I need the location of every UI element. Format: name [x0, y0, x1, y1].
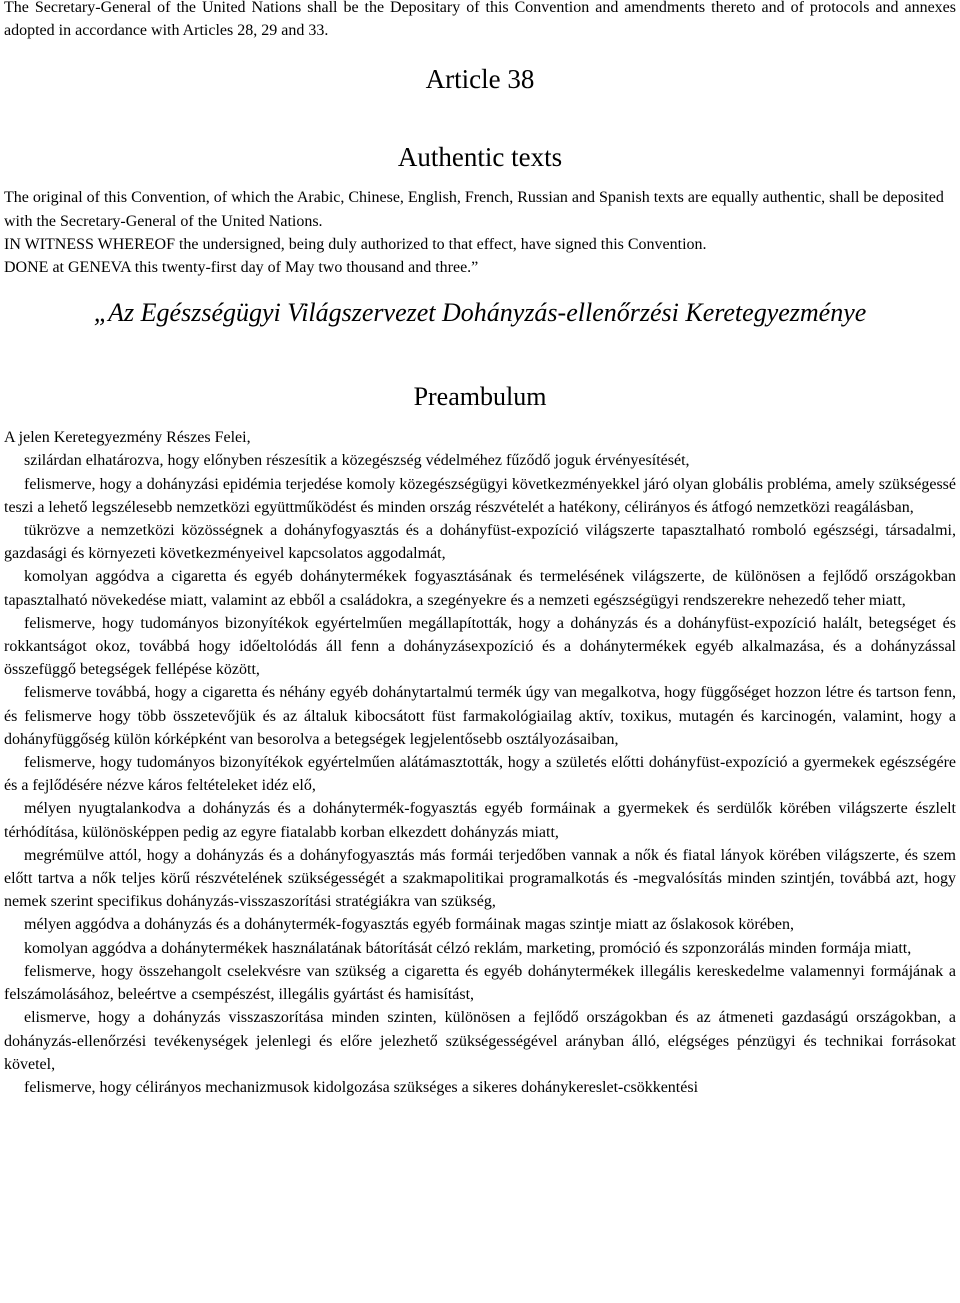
hungarian-paragraph: felismerve, hogy célirányos mechanizmusok kidolgozása szükséges a sikeres dohánykereslet-csökkentési: [24, 1078, 699, 1096]
hungarian-paragraph: komolyan aggódva a cigaretta és egyéb dohánytermékek fogyasztásának és termelésének világszerte, de különösen a fejlődő országokban tapasztalható növekedése miatt, valamint az ebből a családokra, a szegényekre és a nemzeti egészségügyi rendszerekre nehezedő teher miatt,: [4, 568, 956, 609]
hungarian-paragraph: felismerve, hogy a dohányzási epidémia terjedése komoly közegészségügyi következményekkel járó olyan globális probléma, amely szükségessé teszi a lehető legszélesebb nemzetközi együttműködést és minden ország részvételét a hatékony, célirányos és átfogó nemzetközi reagálásban,: [4, 475, 956, 516]
hungarian-paragraph: mélyen aggódva a dohányzás és a dohánytermék-fogyasztás egyéb formáinak magas szintje miatt az őslakosok körében,: [24, 916, 794, 934]
hungarian-paragraph: tükrözve a nemzetközi közösségnek a dohányfogyasztás és a dohányfüst-expozíció világszerte tapasztalható romboló egészségi, társadalmi, gazdasági és környezeti következményeivel kapcsolatos aggodalmát,: [4, 522, 956, 563]
intro-paragraph: The Secretary-General of the United Nations shall be the Depositary of this Convention and amendments thereto and of protocols and annexes adopted in accordance with Articles 28, 29 and 33.: [4, 0, 956, 40]
preamble-heading: Preambulum: [413, 382, 547, 412]
article-heading: Authentic texts: [397, 142, 563, 173]
hungarian-paragraph: felismerve továbbá, hogy a cigaretta és néhány egyéb dohánytartalmú termék úgy van megalkotva, hogy függőséget hozzon létre és tartson fenn, és felismerve hogy több összetevőjük és az általuk kibocsátott füst farmakológiailag aktív, toxikus, mutagén és karcinogén, valamint, hogy a dohányfüggőség külön kórképként van besorolva a betegségek legjelentősebb osztályozásaiban,: [4, 684, 956, 748]
hungarian-paragraph: szilárdan elhatározva, hogy előnyben részesítik a közegészség védelméhez fűződő joguk érvényesítését,: [24, 452, 690, 470]
english-paragraph: IN WITNESS WHEREOF the undersigned, being duly authorized to that effect, have signed this Convention.: [4, 235, 707, 253]
hungarian-intro: A jelen Keretegyezmény Részes Felei,: [4, 429, 251, 447]
hungarian-paragraph: felismerve, hogy tudományos bizonyítékok egyértelműen alátámasztották, hogy a születés előtti dohányfüst-expozíció a gyermekek egészségére és a fejlődésére nézve káros feltételeket idéz elő,: [4, 754, 956, 795]
article-label: Article 38: [425, 64, 535, 95]
hungarian-title: „Az Egészségügyi Világszervezet Dohányzás-ellenőrzési Keretegyezménye: [93, 298, 867, 328]
hungarian-paragraph: elismerve, hogy a dohányzás visszaszorítása minden szinten, különösen a fejlődő országokban és az átmeneti gazdaságú országokban, a dohányzás-ellenőrzési tevékenységek jelenlegi és előre jelezhető szükségességével arányban álló, elégséges pénzügyi és technikai forrásokat követel,: [4, 1009, 956, 1073]
hungarian-paragraph: mélyen nyugtalankodva a dohányzás és a dohánytermék-fogyasztás egyéb formáinak a gyermekek és serdülők körében világszerte észlelt térhódítása, különösképpen pedig az egyre fiatalabb korban elkezdett dohányzás miatt,: [4, 800, 956, 841]
english-paragraph: The original of this Convention, of which the Arabic, Chinese, English, French, Russian and Spanish texts are equally authentic, shall be deposited with the Secretary-General of the United Nations.: [4, 189, 944, 230]
hungarian-paragraph: komolyan aggódva a dohánytermékek használatának bátorítását célzó reklám, marketing, promóció és szponzorálás minden formája miatt,: [24, 939, 912, 957]
english-paragraph: DONE at GENEVA this twenty-first day of May two thousand and three.”: [4, 259, 479, 277]
hungarian-paragraph: felismerve, hogy összehangolt cselekvésre van szükség a cigaretta és egyéb dohánytermékek illegális kereskedelme valamennyi formájának a felszámolásához, beleértve a csempészést, illegális gyártást és hamisítást,: [4, 962, 956, 1004]
hungarian-paragraph: megrémülve attól, hogy a dohányzás és a dohányfogyasztás más formái terjedőben vannak a nők és fiatal lányok körében világszerte, és szem előtt tartva a nők teljes körű részvételének szükségességét a szakmapolitikai programalkotás és -megvalósítás minden szintjén, továbbá azt, hogy nemek szerint specifikus dohányzás-visszaszorítási stratégiákra van szükség,: [4, 846, 956, 911]
hungarian-paragraph: felismerve, hogy tudományos bizonyítékok egyértelműen megállapították, hogy a dohányzás és a dohányfüst-expozíció halált, betegséget és rokkantságot okoz, továbbá hogy időeltolódás áll fenn a dohányzásexpozíció és a dohánytermékek egyéb alkalmazása, és a dohányzással összefüggő betegségek fellépése között,: [4, 614, 956, 679]
